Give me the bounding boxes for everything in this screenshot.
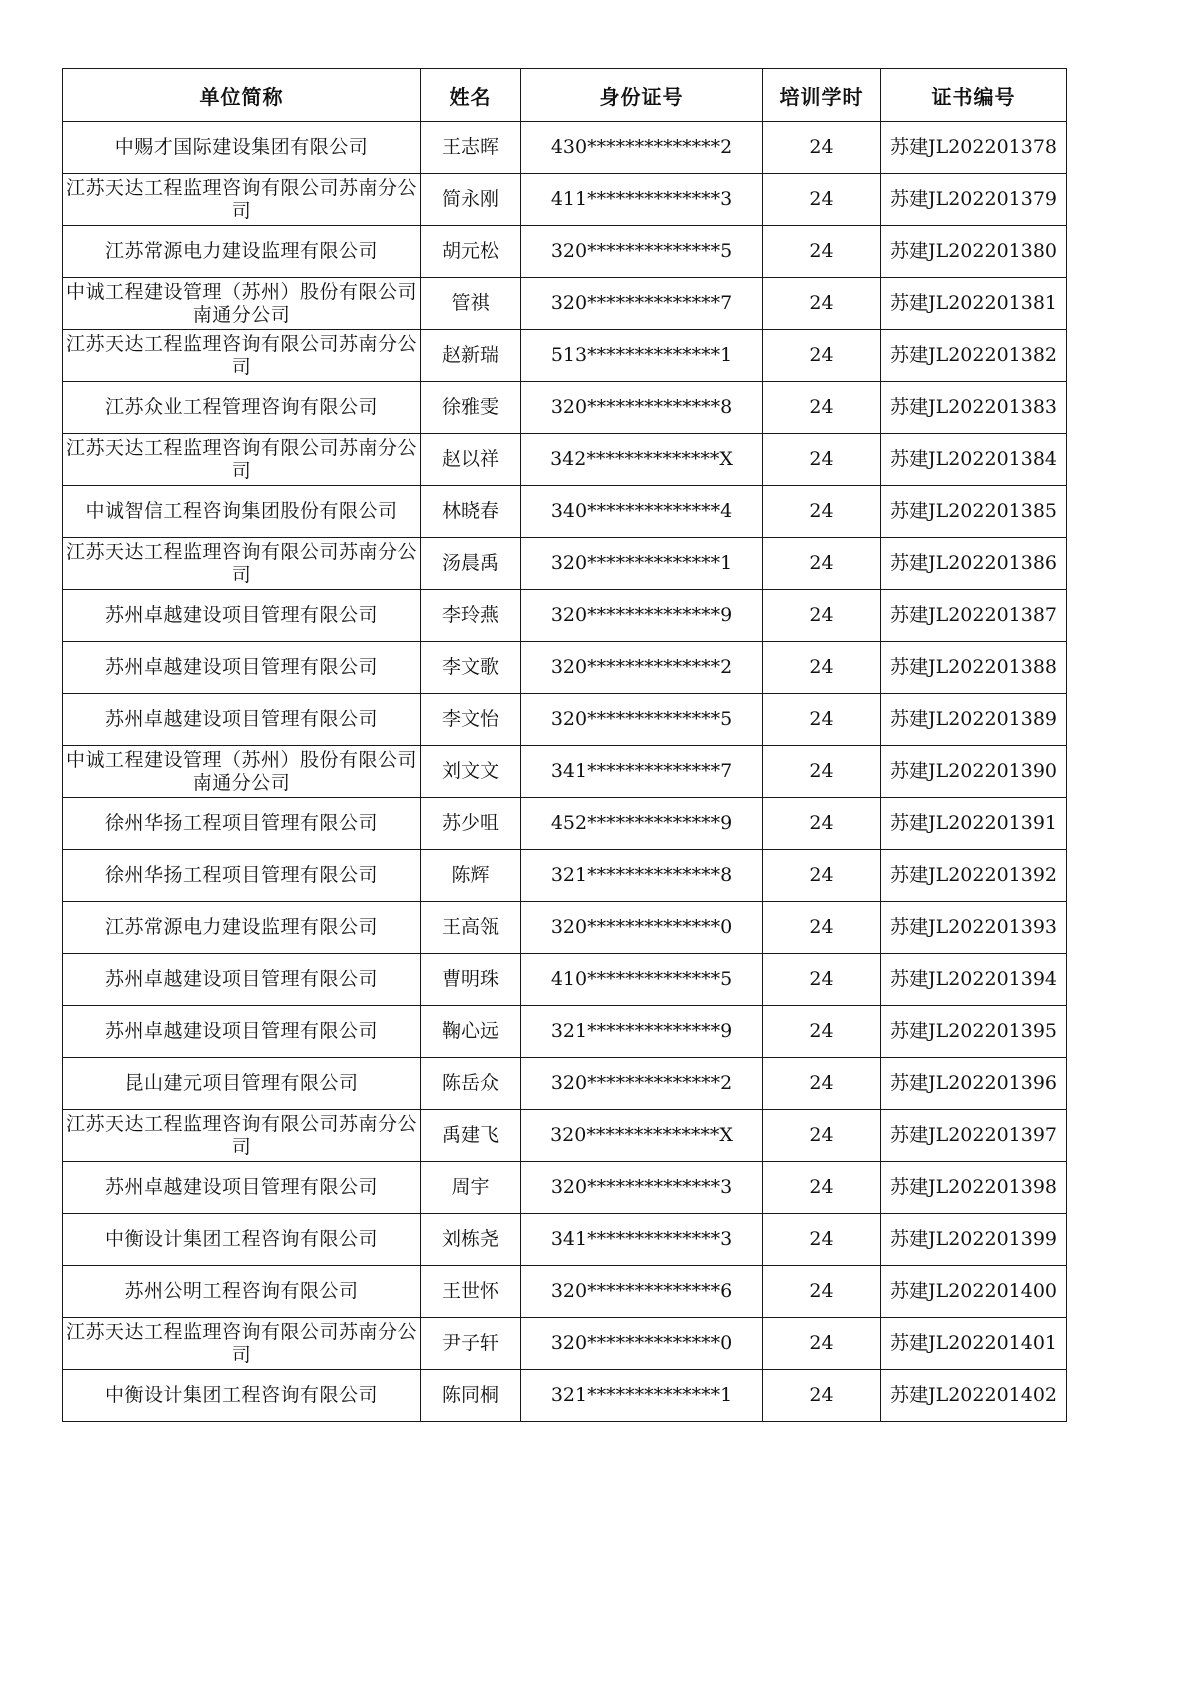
cell-certificate-number: 苏建JL202201378 bbox=[881, 122, 1067, 174]
cell-training-hours: 24 bbox=[763, 642, 881, 694]
cell-id-number: 341**************7 bbox=[521, 746, 763, 798]
cell-name: 徐雅雯 bbox=[421, 382, 521, 434]
cell-company: 江苏天达工程监理咨询有限公司苏南分公司 bbox=[63, 434, 421, 486]
cell-name: 王世怀 bbox=[421, 1266, 521, 1318]
table-row bbox=[63, 226, 1067, 278]
cell-certificate-number: 苏建JL202201400 bbox=[881, 1266, 1067, 1318]
header-name: 姓名 bbox=[421, 69, 521, 122]
cell-company: 江苏天达工程监理咨询有限公司苏南分公司 bbox=[63, 174, 421, 226]
cell-certificate-number: 苏建JL202201397 bbox=[881, 1110, 1067, 1162]
cell-training-hours: 24 bbox=[763, 174, 881, 226]
cell-id-number: 321**************8 bbox=[521, 850, 763, 902]
cell-id-number: 320**************X bbox=[521, 1110, 763, 1162]
table-header-row bbox=[63, 69, 1067, 122]
table-row bbox=[63, 1058, 1067, 1110]
cell-name: 禹建飞 bbox=[421, 1110, 521, 1162]
cell-id-number: 342**************X bbox=[521, 434, 763, 486]
table-row bbox=[63, 382, 1067, 434]
cell-company: 苏州卓越建设项目管理有限公司 bbox=[63, 642, 421, 694]
cell-company: 苏州卓越建设项目管理有限公司 bbox=[63, 590, 421, 642]
cell-training-hours: 24 bbox=[763, 434, 881, 486]
cell-name: 汤晨禹 bbox=[421, 538, 521, 590]
cell-id-number: 340**************4 bbox=[521, 486, 763, 538]
table-row bbox=[63, 798, 1067, 850]
table-row bbox=[63, 330, 1067, 382]
cell-training-hours: 24 bbox=[763, 382, 881, 434]
table-body bbox=[63, 122, 1067, 1422]
cell-training-hours: 24 bbox=[763, 850, 881, 902]
cell-company: 江苏众业工程管理咨询有限公司 bbox=[63, 382, 421, 434]
cell-certificate-number: 苏建JL202201383 bbox=[881, 382, 1067, 434]
cell-certificate-number: 苏建JL202201386 bbox=[881, 538, 1067, 590]
cell-id-number: 320**************2 bbox=[521, 642, 763, 694]
cell-company: 江苏常源电力建设监理有限公司 bbox=[63, 902, 421, 954]
cell-company: 苏州卓越建设项目管理有限公司 bbox=[63, 1162, 421, 1214]
cell-id-number: 320**************9 bbox=[521, 590, 763, 642]
cell-certificate-number: 苏建JL202201393 bbox=[881, 902, 1067, 954]
cell-training-hours: 24 bbox=[763, 1110, 881, 1162]
cell-certificate-number: 苏建JL202201399 bbox=[881, 1214, 1067, 1266]
cell-company: 苏州卓越建设项目管理有限公司 bbox=[63, 1006, 421, 1058]
header-training-hours: 培训学时 bbox=[763, 69, 881, 122]
cell-name: 曹明珠 bbox=[421, 954, 521, 1006]
table-row bbox=[63, 1162, 1067, 1214]
cell-id-number: 430**************2 bbox=[521, 122, 763, 174]
cell-name: 赵新瑞 bbox=[421, 330, 521, 382]
table-row bbox=[63, 278, 1067, 330]
cell-company: 江苏天达工程监理咨询有限公司苏南分公司 bbox=[63, 330, 421, 382]
cell-company: 中诚智信工程咨询集团股份有限公司 bbox=[63, 486, 421, 538]
cell-name: 赵以祥 bbox=[421, 434, 521, 486]
header-company: 单位简称 bbox=[63, 69, 421, 122]
cell-certificate-number: 苏建JL202201379 bbox=[881, 174, 1067, 226]
cell-training-hours: 24 bbox=[763, 1162, 881, 1214]
cell-certificate-number: 苏建JL202201389 bbox=[881, 694, 1067, 746]
cell-company: 中衡设计集团工程咨询有限公司 bbox=[63, 1214, 421, 1266]
table-row bbox=[63, 174, 1067, 226]
table-row bbox=[63, 1318, 1067, 1370]
cell-company: 中赐才国际建设集团有限公司 bbox=[63, 122, 421, 174]
cell-id-number: 320**************5 bbox=[521, 694, 763, 746]
cell-certificate-number: 苏建JL202201388 bbox=[881, 642, 1067, 694]
table-row bbox=[63, 902, 1067, 954]
cell-training-hours: 24 bbox=[763, 798, 881, 850]
cell-certificate-number: 苏建JL202201398 bbox=[881, 1162, 1067, 1214]
table-row bbox=[63, 1110, 1067, 1162]
cell-training-hours: 24 bbox=[763, 746, 881, 798]
cell-training-hours: 24 bbox=[763, 1006, 881, 1058]
cell-name: 林晓春 bbox=[421, 486, 521, 538]
cell-name: 胡元松 bbox=[421, 226, 521, 278]
cell-certificate-number: 苏建JL202201395 bbox=[881, 1006, 1067, 1058]
cell-name: 李文歌 bbox=[421, 642, 521, 694]
cell-certificate-number: 苏建JL202201391 bbox=[881, 798, 1067, 850]
cell-company: 江苏天达工程监理咨询有限公司苏南分公司 bbox=[63, 1318, 421, 1370]
cell-certificate-number: 苏建JL202201381 bbox=[881, 278, 1067, 330]
header-certificate-number: 证书编号 bbox=[881, 69, 1067, 122]
table-row bbox=[63, 1266, 1067, 1318]
cell-name: 王志晖 bbox=[421, 122, 521, 174]
cell-training-hours: 24 bbox=[763, 330, 881, 382]
cell-name: 王高瓴 bbox=[421, 902, 521, 954]
cell-certificate-number: 苏建JL202201380 bbox=[881, 226, 1067, 278]
header-id-number: 身份证号 bbox=[521, 69, 763, 122]
cell-name: 管祺 bbox=[421, 278, 521, 330]
cell-id-number: 341**************3 bbox=[521, 1214, 763, 1266]
cell-company: 徐州华扬工程项目管理有限公司 bbox=[63, 850, 421, 902]
cell-training-hours: 24 bbox=[763, 954, 881, 1006]
cell-training-hours: 24 bbox=[763, 1214, 881, 1266]
cell-id-number: 320**************8 bbox=[521, 382, 763, 434]
table-row bbox=[63, 122, 1067, 174]
table-row bbox=[63, 434, 1067, 486]
cell-name: 刘文文 bbox=[421, 746, 521, 798]
cell-company: 苏州卓越建设项目管理有限公司 bbox=[63, 954, 421, 1006]
cell-id-number: 411**************3 bbox=[521, 174, 763, 226]
certificate-roster-table bbox=[62, 68, 1067, 1422]
cell-company: 昆山建元项目管理有限公司 bbox=[63, 1058, 421, 1110]
cell-id-number: 320**************0 bbox=[521, 902, 763, 954]
cell-training-hours: 24 bbox=[763, 1318, 881, 1370]
cell-id-number: 320**************7 bbox=[521, 278, 763, 330]
cell-id-number: 513**************1 bbox=[521, 330, 763, 382]
cell-training-hours: 24 bbox=[763, 486, 881, 538]
cell-training-hours: 24 bbox=[763, 694, 881, 746]
table-row bbox=[63, 486, 1067, 538]
cell-company: 苏州卓越建设项目管理有限公司 bbox=[63, 694, 421, 746]
cell-id-number: 320**************2 bbox=[521, 1058, 763, 1110]
cell-id-number: 320**************0 bbox=[521, 1318, 763, 1370]
table-row bbox=[63, 538, 1067, 590]
cell-name: 陈同桐 bbox=[421, 1370, 521, 1422]
cell-training-hours: 24 bbox=[763, 1058, 881, 1110]
cell-certificate-number: 苏建JL202201401 bbox=[881, 1318, 1067, 1370]
cell-id-number: 320**************3 bbox=[521, 1162, 763, 1214]
cell-company: 中诚工程建设管理（苏州）股份有限公司南通分公司 bbox=[63, 278, 421, 330]
cell-company: 江苏天达工程监理咨询有限公司苏南分公司 bbox=[63, 1110, 421, 1162]
table-row bbox=[63, 1370, 1067, 1422]
cell-training-hours: 24 bbox=[763, 278, 881, 330]
table-row bbox=[63, 850, 1067, 902]
cell-name: 李玲燕 bbox=[421, 590, 521, 642]
cell-id-number: 452**************9 bbox=[521, 798, 763, 850]
cell-certificate-number: 苏建JL202201384 bbox=[881, 434, 1067, 486]
cell-certificate-number: 苏建JL202201387 bbox=[881, 590, 1067, 642]
cell-id-number: 320**************5 bbox=[521, 226, 763, 278]
cell-id-number: 320**************1 bbox=[521, 538, 763, 590]
cell-name: 尹子轩 bbox=[421, 1318, 521, 1370]
table-row bbox=[63, 694, 1067, 746]
cell-certificate-number: 苏建JL202201385 bbox=[881, 486, 1067, 538]
cell-name: 周宇 bbox=[421, 1162, 521, 1214]
table-row bbox=[63, 1214, 1067, 1266]
table-row bbox=[63, 642, 1067, 694]
cell-certificate-number: 苏建JL202201390 bbox=[881, 746, 1067, 798]
cell-certificate-number: 苏建JL202201396 bbox=[881, 1058, 1067, 1110]
cell-id-number: 410**************5 bbox=[521, 954, 763, 1006]
cell-name: 刘栋尧 bbox=[421, 1214, 521, 1266]
cell-name: 陈岳众 bbox=[421, 1058, 521, 1110]
cell-certificate-number: 苏建JL202201394 bbox=[881, 954, 1067, 1006]
cell-company: 中衡设计集团工程咨询有限公司 bbox=[63, 1370, 421, 1422]
cell-company: 江苏常源电力建设监理有限公司 bbox=[63, 226, 421, 278]
cell-training-hours: 24 bbox=[763, 226, 881, 278]
cell-name: 苏少咀 bbox=[421, 798, 521, 850]
table-row bbox=[63, 746, 1067, 798]
cell-id-number: 320**************6 bbox=[521, 1266, 763, 1318]
cell-certificate-number: 苏建JL202201402 bbox=[881, 1370, 1067, 1422]
cell-training-hours: 24 bbox=[763, 538, 881, 590]
cell-id-number: 321**************9 bbox=[521, 1006, 763, 1058]
cell-company: 中诚工程建设管理（苏州）股份有限公司南通分公司 bbox=[63, 746, 421, 798]
cell-training-hours: 24 bbox=[763, 122, 881, 174]
table-row bbox=[63, 954, 1067, 1006]
table-row bbox=[63, 590, 1067, 642]
cell-name: 李文怡 bbox=[421, 694, 521, 746]
cell-name: 陈辉 bbox=[421, 850, 521, 902]
cell-company: 徐州华扬工程项目管理有限公司 bbox=[63, 798, 421, 850]
table-row bbox=[63, 1006, 1067, 1058]
cell-company: 苏州公明工程咨询有限公司 bbox=[63, 1266, 421, 1318]
cell-training-hours: 24 bbox=[763, 590, 881, 642]
cell-name: 鞠心远 bbox=[421, 1006, 521, 1058]
cell-certificate-number: 苏建JL202201392 bbox=[881, 850, 1067, 902]
cell-name: 简永刚 bbox=[421, 174, 521, 226]
cell-company: 江苏天达工程监理咨询有限公司苏南分公司 bbox=[63, 538, 421, 590]
cell-id-number: 321**************1 bbox=[521, 1370, 763, 1422]
cell-training-hours: 24 bbox=[763, 1370, 881, 1422]
cell-certificate-number: 苏建JL202201382 bbox=[881, 330, 1067, 382]
cell-training-hours: 24 bbox=[763, 902, 881, 954]
cell-training-hours: 24 bbox=[763, 1266, 881, 1318]
